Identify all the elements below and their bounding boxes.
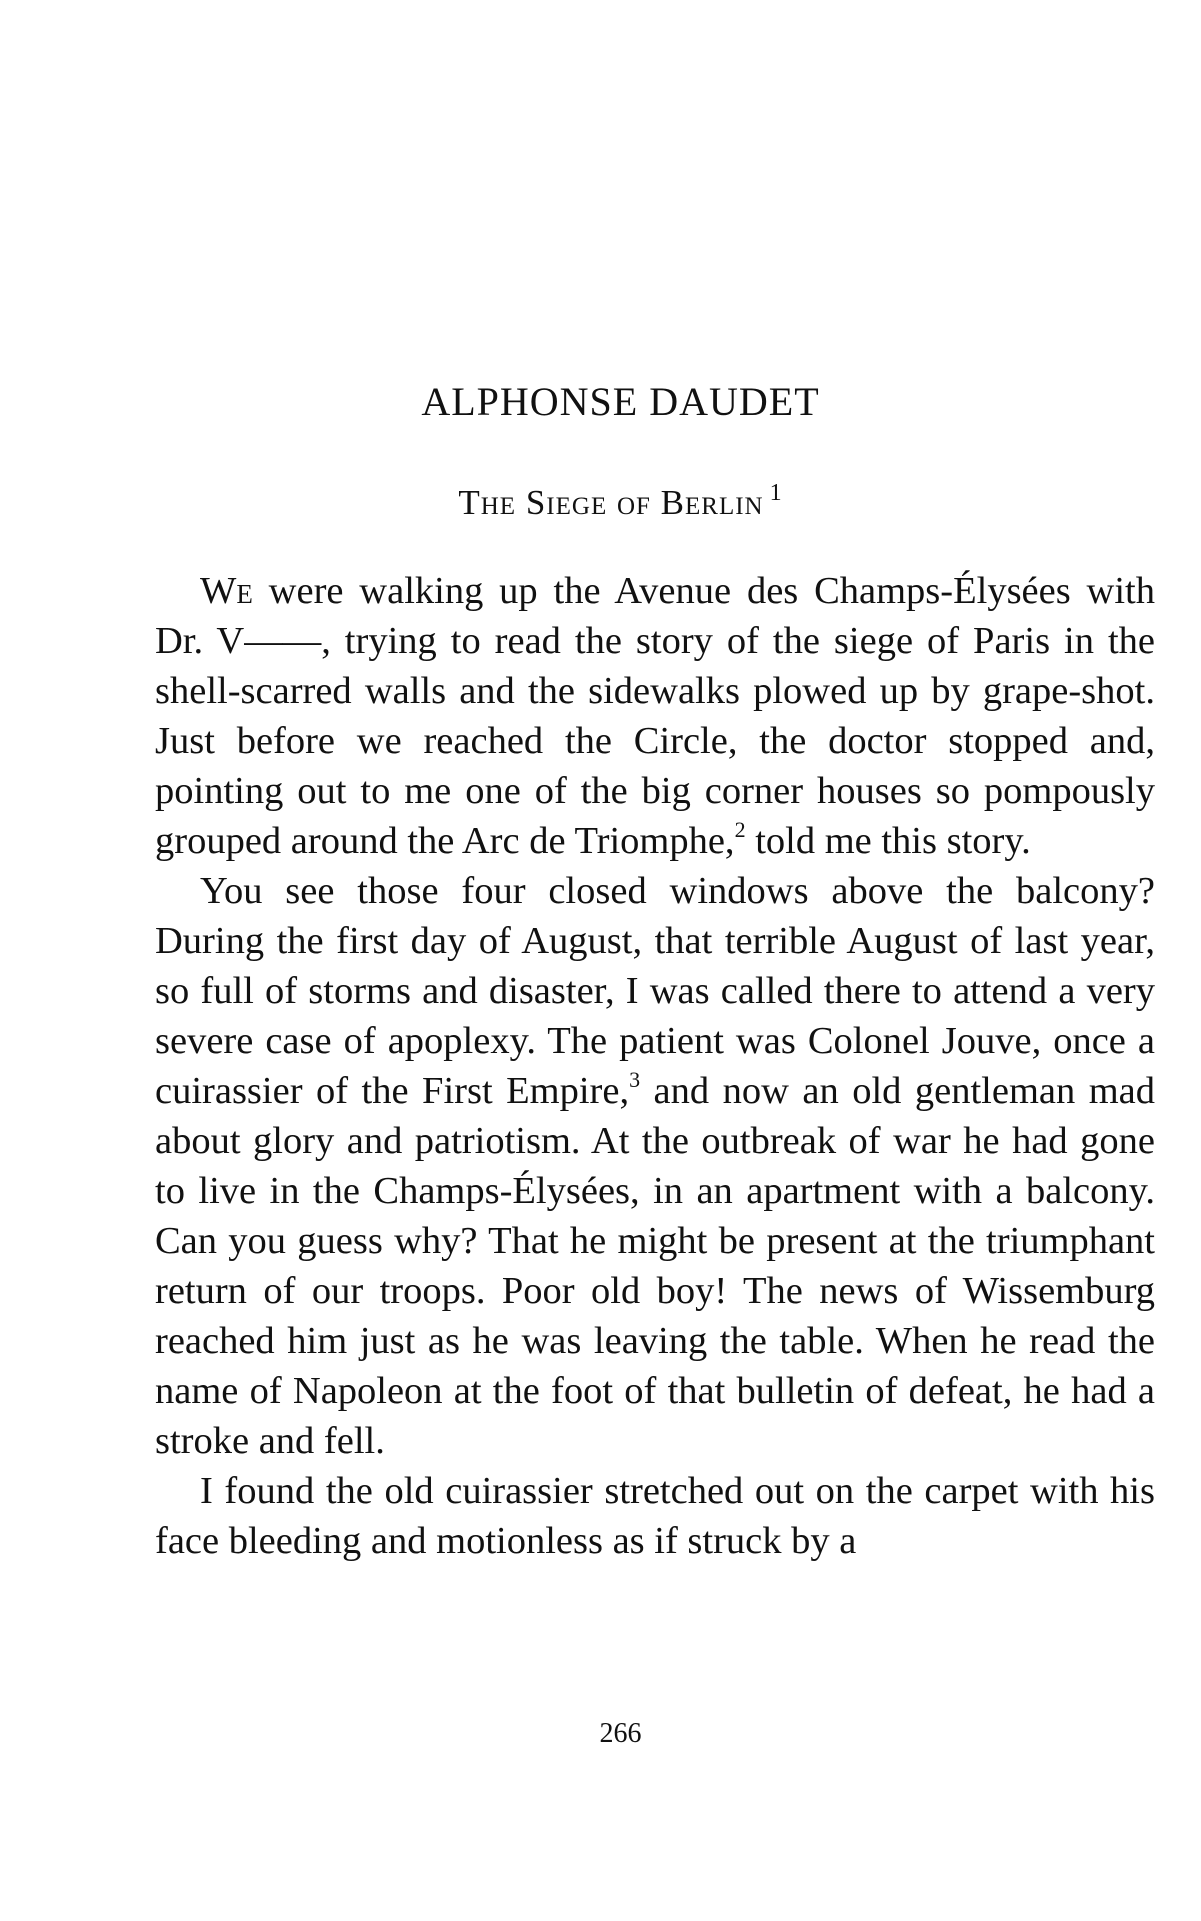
footnote-marker-3: 3 xyxy=(629,1067,641,1092)
story-title-text: The Siege of Berlin xyxy=(458,483,764,522)
paragraph-1-tail: told me this story. xyxy=(745,820,1031,862)
title-footnote-marker: 1 xyxy=(769,480,783,506)
page-number: 266 xyxy=(599,1718,642,1749)
footnote-marker-2: 2 xyxy=(734,817,746,842)
paragraph-3-text: I found the old cuirassier stretched out on the carpet with his face bleeding and motionless as if struck by a xyxy=(155,1470,1155,1562)
author-heading: ALPHONSE DAUDET xyxy=(421,379,820,424)
paragraph-1-lead: We xyxy=(200,570,253,612)
story-body xyxy=(155,566,1155,1566)
story-title xyxy=(0,480,1201,523)
paragraph-1-text: were walking up the Avenue des Champs-Élysées with Dr. V——, trying to read the story of the siege of Paris in the shell-scarred walls and the sidewalks plowed up by grape-shot. Just before we reached the Circle, the doctor stopped and, pointing out to me one of the big corner houses so pompously grouped around the Arc de Triomphe, xyxy=(155,570,1155,862)
paragraph-2-text: You see those four closed windows above the balcony? During the first day of August, that terrible August of last year, so full of storms and disaster, I was called there to attend a very severe case of apoplexy. The patient was Colonel Jouve, once a cuirassier of the First Empire, xyxy=(155,870,1155,1112)
paragraph-2-tail: and now an old gentleman mad about glory and patriotism. At the outbreak of war he had gone to live in the Champs-Élysées, in an apartment with a balcony. Can you guess why? That he might be present at the triumphant return of our troops. Poor old boy! The news of Wissemburg reached him just as he was leaving the table. When he read the name of Napoleon at the foot of that bulletin of defeat, he had a stroke and fell. xyxy=(155,1070,1155,1462)
paragraph-3 xyxy=(155,1466,1155,1566)
paragraph-2 xyxy=(155,866,1155,1466)
paragraph-1 xyxy=(155,566,1155,866)
